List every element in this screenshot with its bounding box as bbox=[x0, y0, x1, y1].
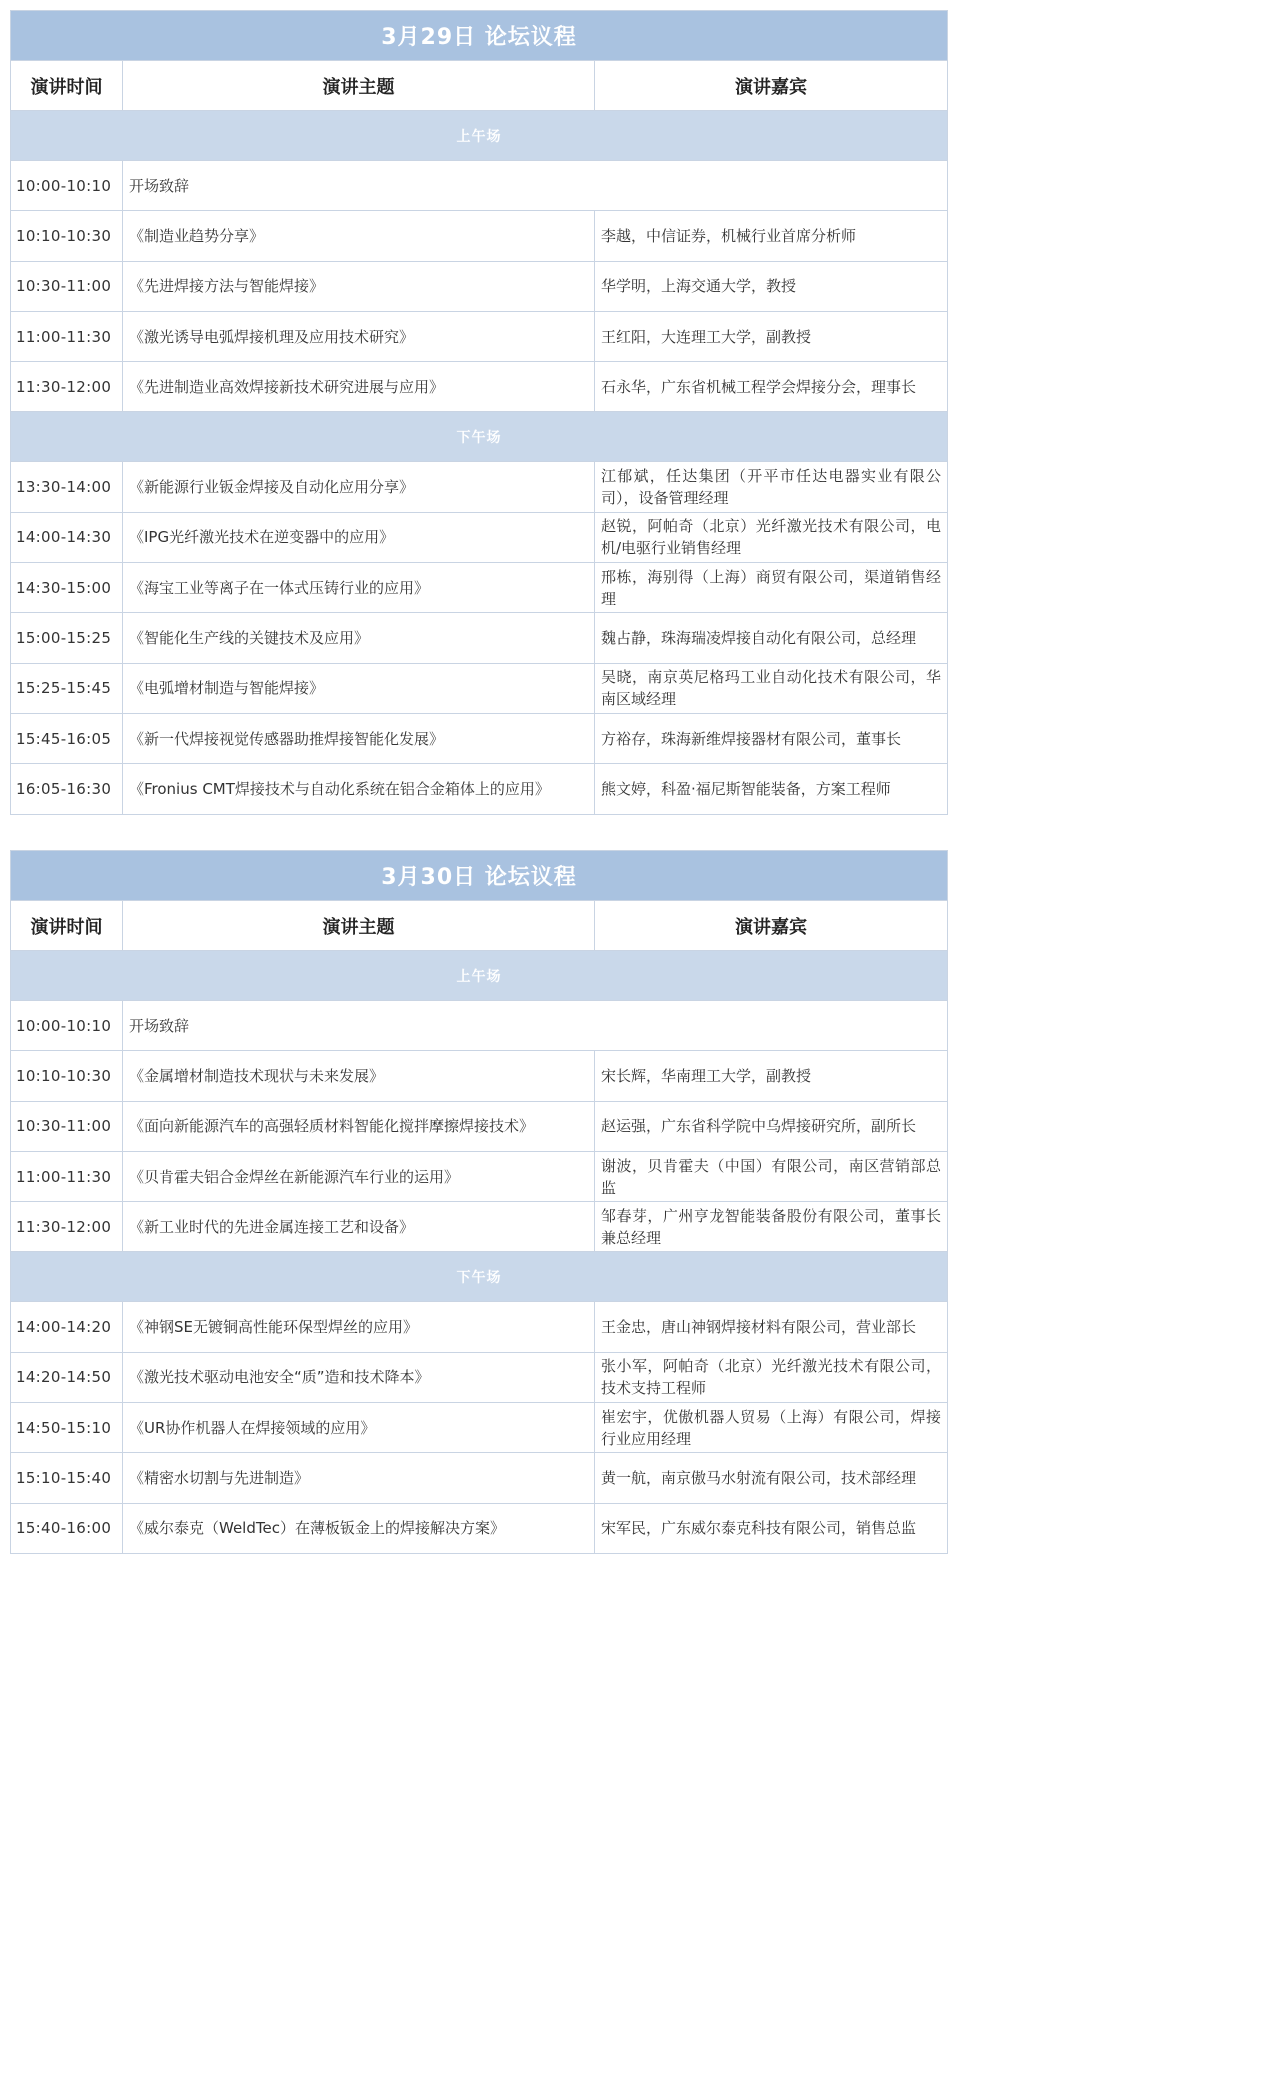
agenda-title: 3月29日 论坛议程 bbox=[11, 11, 948, 61]
speaker-cell: 方裕存，珠海新维焊接器材有限公司，董事长 bbox=[595, 713, 948, 763]
topic-cell: 《激光技术驱动电池安全“质”造和技术降本》 bbox=[123, 1352, 595, 1402]
time-cell: 11:30-12:00 bbox=[11, 362, 123, 412]
column-header-time: 演讲时间 bbox=[11, 901, 123, 951]
topic-cell: 《制造业趋势分享》 bbox=[123, 211, 595, 261]
speaker-cell: 王红阳，大连理工大学，副教授 bbox=[595, 311, 948, 361]
table-row bbox=[11, 764, 948, 814]
table-row bbox=[11, 362, 948, 412]
speaker-cell: 邹春芽，广州亨龙智能装备股份有限公司，董事长兼总经理 bbox=[595, 1202, 948, 1252]
speaker-cell: 张小军，阿帕奇（北京）光纤激光技术有限公司，技术支持工程师 bbox=[595, 1352, 948, 1402]
table-row bbox=[11, 1001, 948, 1051]
topic-cell: 《Fronius CMT焊接技术与自动化系统在铝合金箱体上的应用》 bbox=[123, 764, 595, 814]
time-cell: 14:00-14:20 bbox=[11, 1302, 123, 1352]
table-row bbox=[11, 713, 948, 763]
topic-cell: 《先进焊接方法与智能焊接》 bbox=[123, 261, 595, 311]
topic-cell: 《新能源行业钣金焊接及自动化应用分享》 bbox=[123, 462, 595, 512]
table-row bbox=[11, 1403, 948, 1453]
topic-cell: 《面向新能源汽车的高强轻质材料智能化搅拌摩擦焊接技术》 bbox=[123, 1101, 595, 1151]
table-row bbox=[11, 1453, 948, 1503]
session-header-row bbox=[11, 412, 948, 462]
speaker-cell: 宋长辉，华南理工大学，副教授 bbox=[595, 1051, 948, 1101]
column-header-topic: 演讲主题 bbox=[123, 61, 595, 111]
agenda-table bbox=[10, 850, 948, 1554]
topic-cell: 《贝肯霍夫铝合金焊丝在新能源汽车行业的运用》 bbox=[123, 1151, 595, 1201]
table-row bbox=[11, 311, 948, 361]
time-cell: 15:00-15:25 bbox=[11, 613, 123, 663]
topic-cell: 《先进制造业高效焊接新技术研究进展与应用》 bbox=[123, 362, 595, 412]
session-header-row bbox=[11, 1252, 948, 1302]
column-header-topic: 演讲主题 bbox=[123, 901, 595, 951]
topic-cell: 《精密水切割与先进制造》 bbox=[123, 1453, 595, 1503]
topic-cell: 开场致辞 bbox=[123, 161, 948, 211]
time-cell: 15:10-15:40 bbox=[11, 1453, 123, 1503]
speaker-cell: 李越，中信证券，机械行业首席分析师 bbox=[595, 211, 948, 261]
time-cell: 11:00-11:30 bbox=[11, 311, 123, 361]
speaker-cell: 赵运强，广东省科学院中乌焊接研究所，副所长 bbox=[595, 1101, 948, 1151]
time-cell: 10:10-10:30 bbox=[11, 211, 123, 261]
session-label: 下午场 bbox=[11, 412, 948, 462]
table-row bbox=[11, 563, 948, 613]
agenda-title-row bbox=[11, 11, 948, 61]
topic-cell: 《智能化生产线的关键技术及应用》 bbox=[123, 613, 595, 663]
topic-cell: 《IPG光纤激光技术在逆变器中的应用》 bbox=[123, 512, 595, 562]
table-row bbox=[11, 1101, 948, 1151]
time-cell: 11:30-12:00 bbox=[11, 1202, 123, 1252]
speaker-cell: 邢栋，海别得（上海）商贸有限公司，渠道销售经理 bbox=[595, 563, 948, 613]
speaker-cell: 谢波，贝肯霍夫（中国）有限公司，南区营销部总监 bbox=[595, 1151, 948, 1201]
table-row bbox=[11, 1151, 948, 1201]
agenda-table bbox=[10, 10, 948, 815]
time-cell: 15:45-16:05 bbox=[11, 713, 123, 763]
topic-cell: 《UR协作机器人在焊接领域的应用》 bbox=[123, 1403, 595, 1453]
time-cell: 14:30-15:00 bbox=[11, 563, 123, 613]
time-cell: 10:00-10:10 bbox=[11, 1001, 123, 1051]
speaker-cell: 熊文婷，科盈·福尼斯智能装备，方案工程师 bbox=[595, 764, 948, 814]
time-cell: 14:00-14:30 bbox=[11, 512, 123, 562]
time-cell: 15:25-15:45 bbox=[11, 663, 123, 713]
speaker-cell: 宋军民，广东威尔泰克科技有限公司，销售总监 bbox=[595, 1503, 948, 1553]
speaker-cell: 魏占静，珠海瑞凌焊接自动化有限公司，总经理 bbox=[595, 613, 948, 663]
column-header-speaker: 演讲嘉宾 bbox=[595, 901, 948, 951]
speaker-cell: 石永华，广东省机械工程学会焊接分会，理事长 bbox=[595, 362, 948, 412]
time-cell: 10:10-10:30 bbox=[11, 1051, 123, 1101]
agenda-table-day-2 bbox=[10, 850, 947, 1554]
time-cell: 10:30-11:00 bbox=[11, 261, 123, 311]
table-row bbox=[11, 613, 948, 663]
session-label: 上午场 bbox=[11, 951, 948, 1001]
speaker-cell: 江郁斌，任达集团（开平市任达电器实业有限公司），设备管理经理 bbox=[595, 462, 948, 512]
time-cell: 10:30-11:00 bbox=[11, 1101, 123, 1151]
session-header-row bbox=[11, 111, 948, 161]
topic-cell: 《新工业时代的先进金属连接工艺和设备》 bbox=[123, 1202, 595, 1252]
topic-cell: 《海宝工业等离子在一体式压铸行业的应用》 bbox=[123, 563, 595, 613]
time-cell: 14:20-14:50 bbox=[11, 1352, 123, 1402]
topic-cell: 开场致辞 bbox=[123, 1001, 948, 1051]
time-cell: 14:50-15:10 bbox=[11, 1403, 123, 1453]
agenda-title: 3月30日 论坛议程 bbox=[11, 851, 948, 901]
table-row bbox=[11, 663, 948, 713]
topic-cell: 《神钢SE无镀铜高性能环保型焊丝的应用》 bbox=[123, 1302, 595, 1352]
table-row bbox=[11, 1352, 948, 1402]
time-cell: 13:30-14:00 bbox=[11, 462, 123, 512]
agenda-title-row bbox=[11, 851, 948, 901]
speaker-cell: 吴晓，南京英尼格玛工业自动化技术有限公司，华南区域经理 bbox=[595, 663, 948, 713]
table-row bbox=[11, 1503, 948, 1553]
column-header-row bbox=[11, 901, 948, 951]
speaker-cell: 赵锐，阿帕奇（北京）光纤激光技术有限公司，电机/电驱行业销售经理 bbox=[595, 512, 948, 562]
speaker-cell: 华学明，上海交通大学，教授 bbox=[595, 261, 948, 311]
agenda-table-day-1 bbox=[10, 10, 947, 815]
time-cell: 15:40-16:00 bbox=[11, 1503, 123, 1553]
table-row bbox=[11, 211, 948, 261]
speaker-cell: 崔宏宇，优傲机器人贸易（上海）有限公司，焊接行业应用经理 bbox=[595, 1403, 948, 1453]
time-cell: 11:00-11:30 bbox=[11, 1151, 123, 1201]
topic-cell: 《电弧增材制造与智能焊接》 bbox=[123, 663, 595, 713]
table-row bbox=[11, 462, 948, 512]
table-row bbox=[11, 512, 948, 562]
time-cell: 10:00-10:10 bbox=[11, 161, 123, 211]
topic-cell: 《金属增材制造技术现状与未来发展》 bbox=[123, 1051, 595, 1101]
speaker-cell: 王金忠，唐山神钢焊接材料有限公司，营业部长 bbox=[595, 1302, 948, 1352]
table-row bbox=[11, 1051, 948, 1101]
speaker-cell: 黄一航，南京傲马水射流有限公司，技术部经理 bbox=[595, 1453, 948, 1503]
topic-cell: 《新一代焊接视觉传感器助推焊接智能化发展》 bbox=[123, 713, 595, 763]
session-label: 上午场 bbox=[11, 111, 948, 161]
table-row bbox=[11, 161, 948, 211]
session-label: 下午场 bbox=[11, 1252, 948, 1302]
table-row bbox=[11, 1302, 948, 1352]
topic-cell: 《威尔泰克（WeldTec）在薄板钣金上的焊接解决方案》 bbox=[123, 1503, 595, 1553]
column-header-row bbox=[11, 61, 948, 111]
table-row bbox=[11, 1202, 948, 1252]
column-header-time: 演讲时间 bbox=[11, 61, 123, 111]
time-cell: 16:05-16:30 bbox=[11, 764, 123, 814]
session-header-row bbox=[11, 951, 948, 1001]
topic-cell: 《激光诱导电弧焊接机理及应用技术研究》 bbox=[123, 311, 595, 361]
table-row bbox=[11, 261, 948, 311]
column-header-speaker: 演讲嘉宾 bbox=[595, 61, 948, 111]
